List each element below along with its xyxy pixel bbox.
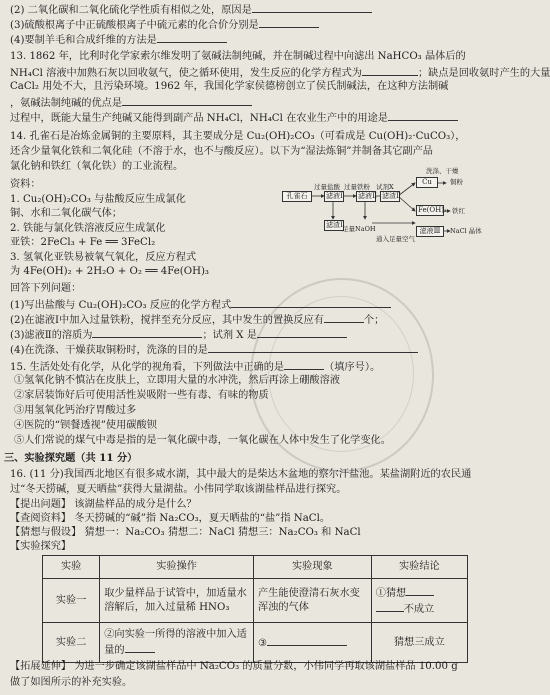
table-header: 实验现象: [254, 556, 372, 579]
answer-blank[interactable]: [406, 585, 434, 596]
box-filtrate-3: 滤液Ⅲ: [416, 226, 444, 237]
answer-1: (1)写出盐酸与 Cu₂(OH)₂CO₃ 反应的化学方程式: [10, 297, 391, 312]
line-q16-a: 16. (11 分)我国西北地区有很多咸水湖，其中最大的是柴达木盆地的察尔汗盐池。某盐湖附近的农民通: [10, 469, 472, 480]
line-q16-explore: 【实验探究】: [10, 541, 72, 552]
option-5: ⑤人们常说的煤气中毒是指的是一氧化碳中毒，一氧化碳在人体中发生了化学变化。: [14, 435, 391, 446]
answer-intro: 回答下列问题：: [10, 283, 82, 294]
label-copper-powder: 铜粉: [450, 178, 463, 186]
answer-blank[interactable]: [125, 642, 155, 653]
info-1a: 1. Cu₂(OH)₂CO₃ 与盐酸反应生成氯化: [10, 194, 186, 205]
box-residue-2: 滤渣Ⅱ: [382, 192, 401, 200]
answer-4: (4)在洗涤、干燥获取铜粉时，洗涤的目的是: [10, 342, 418, 357]
line-extension-2: 做了如图所示的补充实验。: [10, 677, 133, 688]
table-header-row: [43, 556, 468, 579]
box-malachite: 孔雀石: [282, 191, 312, 202]
line-q12-4: (4)要制羊毛和合成纤维的方法是: [10, 32, 227, 47]
line-q16-problem: 【提出问题】 该湖盐样品的成分是什么？: [10, 499, 197, 510]
line-q13-a: 13. 1862 年，比利时化学家索尔维发明了氨碱法制纯碱，并在制碱过程中向滤出 NaHCO₃ 晶体后的: [10, 51, 466, 62]
line-q14-c: 氯化钠和铁红（氧化铁）的工业流程。: [10, 161, 184, 172]
table-header: 实验: [43, 556, 100, 579]
line-q15: 15. 生活处处有化学，从化学的视角看，下列做法中正确的是 （填序号）。: [10, 359, 380, 374]
info-1b: 铜、水和二氧化碳气体；: [10, 208, 123, 219]
label-air: 通入足量空气: [376, 235, 415, 243]
table-header: 实验结论: [371, 556, 467, 579]
line-q16-b: 过“冬天捞碱，夏天晒盐”获得大量湖盐。小伟同学取该湖盐样品进行探究。: [10, 484, 347, 495]
line-q13-b: NH₄Cl 溶液中加熟石灰以回收氨气，使之循环使用，发生反应的化学方程式为 ；缺点是回收氨时产生的大量: [10, 65, 550, 80]
label-wash-dry: 洗涤、干燥: [426, 167, 459, 175]
section-title-experiment: 三、实验探究题（共 11 分）: [4, 452, 138, 464]
table-cell-operation: 取少量样品于试管中，加适量水溶解后，加入过量稀 HNO₃: [100, 579, 254, 623]
line-q16-hypothesis: 【猜想与假设】 猜想一：Na₂CO₃ 猜想二：NaCl 猜想三：Na₂CO₃ 和 NaCl: [10, 527, 361, 538]
table-header: 实验操作: [100, 556, 254, 579]
label-iron-red: 铁红: [452, 207, 465, 215]
experiment-table: [42, 555, 468, 663]
label-excess-acid: 过量盐酸: [314, 183, 340, 191]
info-title: 资料：: [10, 179, 41, 190]
label-excess-iron: 过量铁粉: [344, 183, 370, 191]
box-filtrate-2: 滤液Ⅱ: [358, 192, 377, 200]
label-nacl-crystal: NaCl 晶体: [450, 227, 482, 235]
line-q12-3: (3)硫酸根离子中正硫酸根离子中硫元素的化合价分别是: [10, 17, 319, 32]
answer-2: (2)在滤液Ⅰ中加入过量铁粉，搅拌至充分反应，其中发生的置换反应有 个；: [10, 312, 384, 327]
conclusion-guess-label: ①猜想: [375, 587, 407, 599]
answer-blank[interactable]: [376, 601, 404, 612]
info-2b: 亚铁：2FeCl₃ + Fe ══ 3FeCl₂: [10, 237, 156, 248]
table-cell-phenomenon: ③: [254, 623, 372, 663]
box-filtrate-1: 滤液Ⅰ: [326, 192, 343, 200]
line-q13-e: 过程中，既能大量生产纯碱又能得到副产品 NH₄Cl，NH₄Cl 在农业生产中的用途是: [10, 110, 458, 125]
info-3a: 3. 氢氧化亚铁易被氧气氧化，反应方程式: [10, 252, 197, 263]
table-row: [43, 579, 468, 623]
table-row: [43, 623, 468, 663]
option-2: ②家居装饰好后可使用活性炭吸附一些有毒、有味的物质: [14, 390, 269, 401]
conclusion-not-valid: 不成立: [403, 603, 435, 615]
table-cell-phenomenon: 产生能使澄清石灰水变浑浊的气体: [254, 579, 372, 623]
label-naoh: 足量NaOH: [342, 225, 376, 233]
box-fe-oh-3: Fe(OH)₃: [418, 206, 447, 214]
option-1: ①氢氧化钠不慎沾在皮肤上，立即用大量的水冲洗，然后再涂上硼酸溶液: [14, 375, 340, 386]
process-flowchart: [280, 163, 480, 245]
line-extension: 【拓展延伸】 为进一步确定该湖盐样品中 Na₂CO₃ 的质量分数，小伟同学再取该湖盐样品 10.00 g: [10, 661, 458, 672]
table-cell-conclusion: 猜想三成立: [371, 623, 467, 663]
line-q13-c: CaCl₂ 用处不大，且污染环境。1962 年，我国化学家侯德榜创立了侯氏制碱法，在这种方法制碱: [10, 81, 449, 92]
info-3b: 为 4Fe(OH)₂ + 2H₂O + O₂ ══ 4Fe(OH)₃: [10, 266, 210, 277]
line-q12-2: (2) 二氧化碳和二氧化硫化学性质有相似之处，原因是: [10, 2, 372, 17]
table-cell-experiment: 实验一: [43, 579, 100, 623]
answer-3: (3)滤液Ⅱ的溶质为 ；试剂 X 是: [10, 327, 347, 342]
box-copper: Cu: [416, 177, 438, 188]
line-q13-d: ，氨碱法制纯碱的优点是: [10, 95, 252, 110]
line-q14-a: 14. 孔雀石是冶炼金属铜的主要原料，其主要成分是 Cu₂(OH)₂CO₃（可看成是 Cu(OH)₂·CuCO₃），: [10, 131, 466, 142]
line-q14-b: 还含少量氧化铁和二氧化硅（不溶于水，也不与酸反应）。以下为“湿法炼铜”并制备其它副产品: [10, 146, 433, 157]
box-residue-1: 滤渣Ⅰ: [326, 221, 343, 229]
option-4: ④医院的“钡餐透视”使用碳酸钡: [14, 420, 157, 431]
table-cell-conclusion: [371, 579, 467, 623]
option-3: ③用氢氧化钙治疗胃酸过多: [14, 405, 137, 416]
answer-blank[interactable]: [267, 635, 347, 646]
table-cell-operation: ②向实验一所得的溶液中加入适量的: [100, 623, 254, 663]
info-2a: 2. 铁能与氯化铁溶液反应生成氯化: [10, 223, 166, 234]
line-q16-info: 【查阅资料】 冬天捞碱的“碱”指 Na₂CO₃，夏天晒盐的“盐”指 NaCl。: [10, 513, 331, 524]
label-reagent-x: 试剂X: [376, 183, 394, 191]
table-cell-experiment: 实验二: [43, 623, 100, 663]
